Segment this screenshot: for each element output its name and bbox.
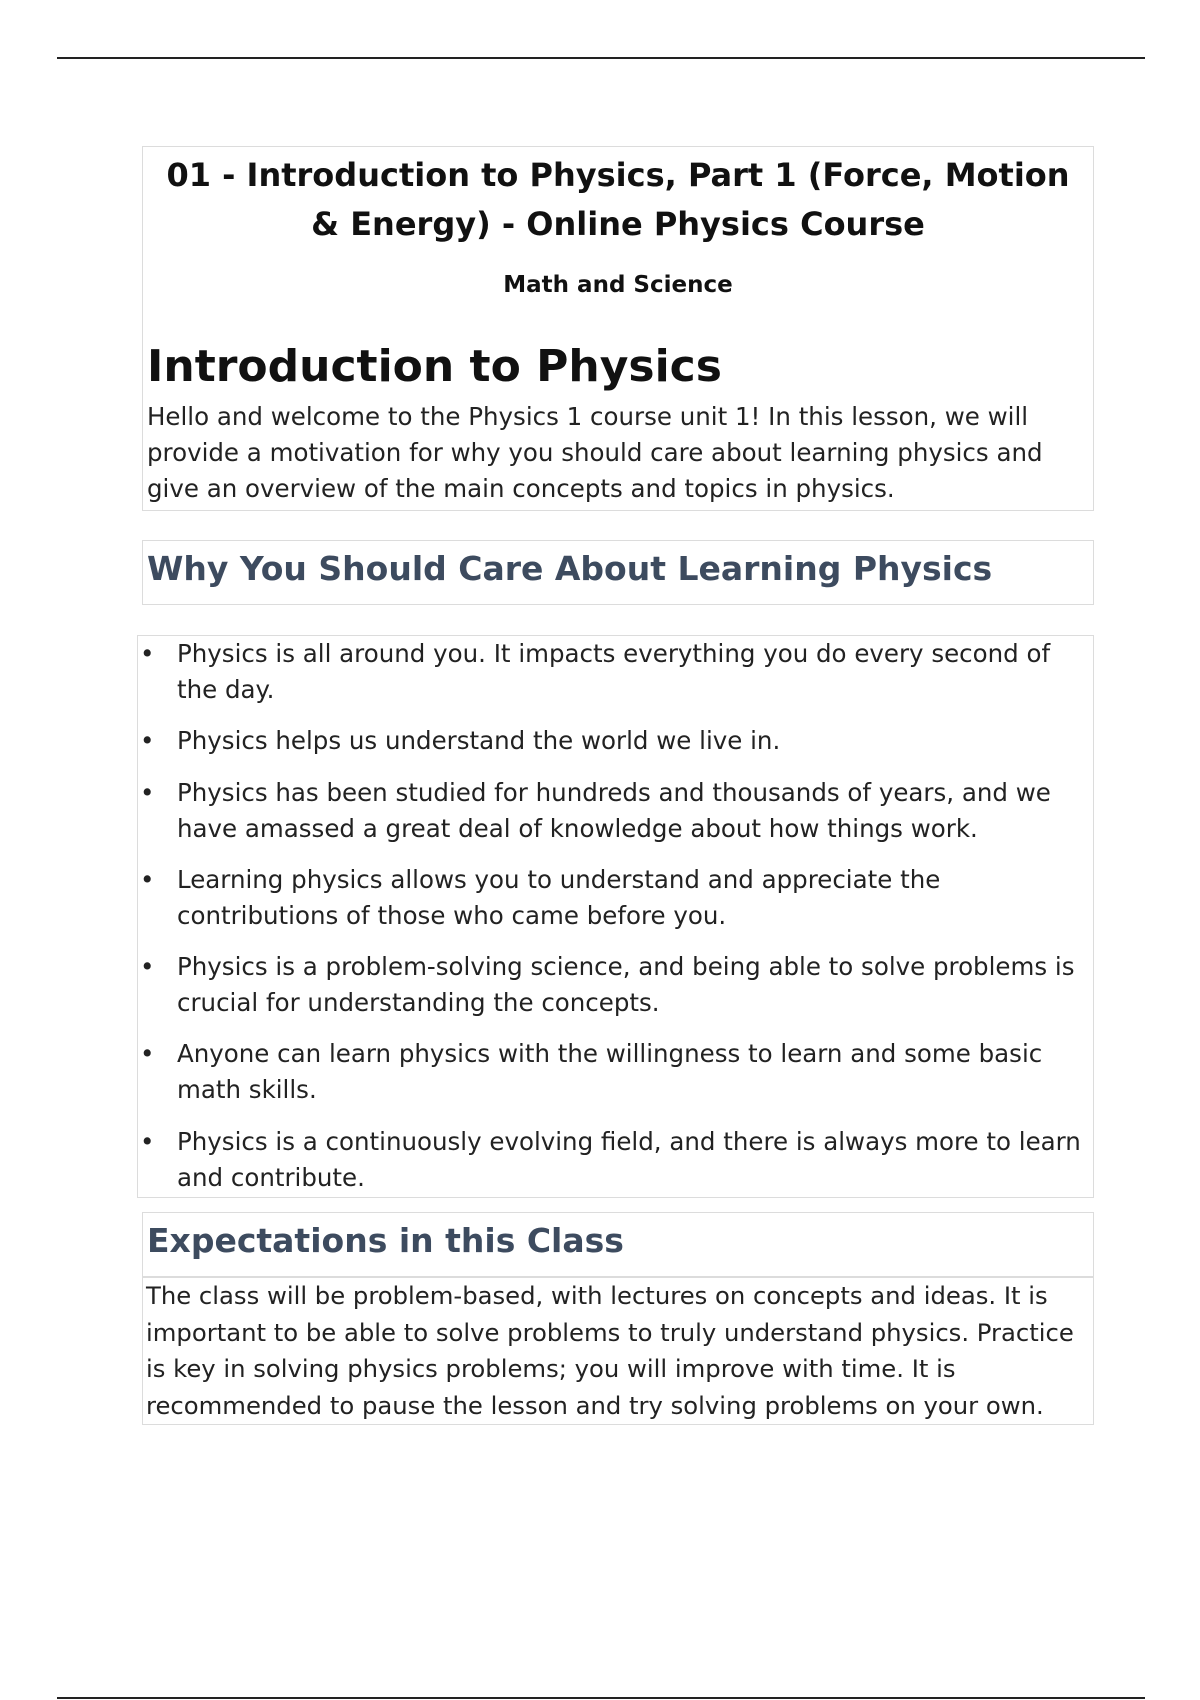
why-heading: Why You Should Care About Learning Physics — [147, 549, 993, 588]
intro-paragraph: Hello and welcome to the Physics 1 course unit 1! In this lesson, we will provide a motivation for why you should care about learning physics and give an overview of the main concepts and topics in physics. — [147, 402, 1043, 503]
bullet-icon: • — [140, 1039, 155, 1068]
list-item — [138, 862, 1083, 934]
list-item — [138, 1036, 1083, 1108]
expectations-text-section — [142, 1277, 1094, 1425]
list-item — [138, 723, 1083, 759]
why-list-section — [137, 635, 1094, 1198]
list-item — [138, 949, 1083, 1021]
expectations-paragraph: The class will be problem-based, with lectures on concepts and ideas. It is important to be able to solve problems to truly understand physics. Practice is key in solving physics problems; you will improve with time. It is recommended to pause the lesson and try solving problems on your own. — [146, 1281, 1074, 1420]
expectations-heading: Expectations in this Class — [147, 1221, 624, 1260]
top-rule — [57, 57, 1145, 59]
bullet-icon: • — [140, 865, 155, 894]
intro-section — [142, 146, 1094, 511]
bullet-icon: • — [140, 639, 155, 668]
bottom-rule — [57, 1697, 1145, 1699]
intro-heading: Introduction to Physics — [147, 341, 722, 392]
list-item — [138, 1124, 1083, 1196]
list-item-text: Learning physics allows you to understand and appreciate the contributions of those who came before you. — [177, 865, 941, 930]
expectations-heading-section — [142, 1212, 1094, 1277]
list-item-text: Physics is all around you. It impacts everything you do every second of the day. — [177, 639, 1051, 704]
bullet-icon: • — [140, 726, 155, 755]
document-title: 01 - Introduction to Physics, Part 1 (Force, Motion & Energy) - Online Physics Course — [166, 156, 1070, 243]
list-item — [138, 775, 1083, 847]
list-item-text: Physics is a continuously evolving field, and there is always more to learn and contribute. — [177, 1127, 1081, 1192]
bullet-icon: • — [140, 778, 155, 807]
bullet-icon: • — [140, 952, 155, 981]
why-heading-section — [142, 540, 1094, 605]
bullet-icon: • — [140, 1127, 155, 1156]
list-item-text: Anyone can learn physics with the willingness to learn and some basic math skills. — [177, 1039, 1043, 1104]
document-subtitle: Math and Science — [503, 272, 733, 298]
list-item-text: Physics helps us understand the world we live in. — [177, 726, 781, 755]
list-item-text: Physics has been studied for hundreds and thousands of years, and we have amassed a great deal of knowledge about how things work. — [177, 778, 1051, 843]
list-item — [138, 636, 1083, 708]
list-item-text: Physics is a problem-solving science, and being able to solve problems is crucial for understanding the concepts. — [177, 952, 1075, 1017]
